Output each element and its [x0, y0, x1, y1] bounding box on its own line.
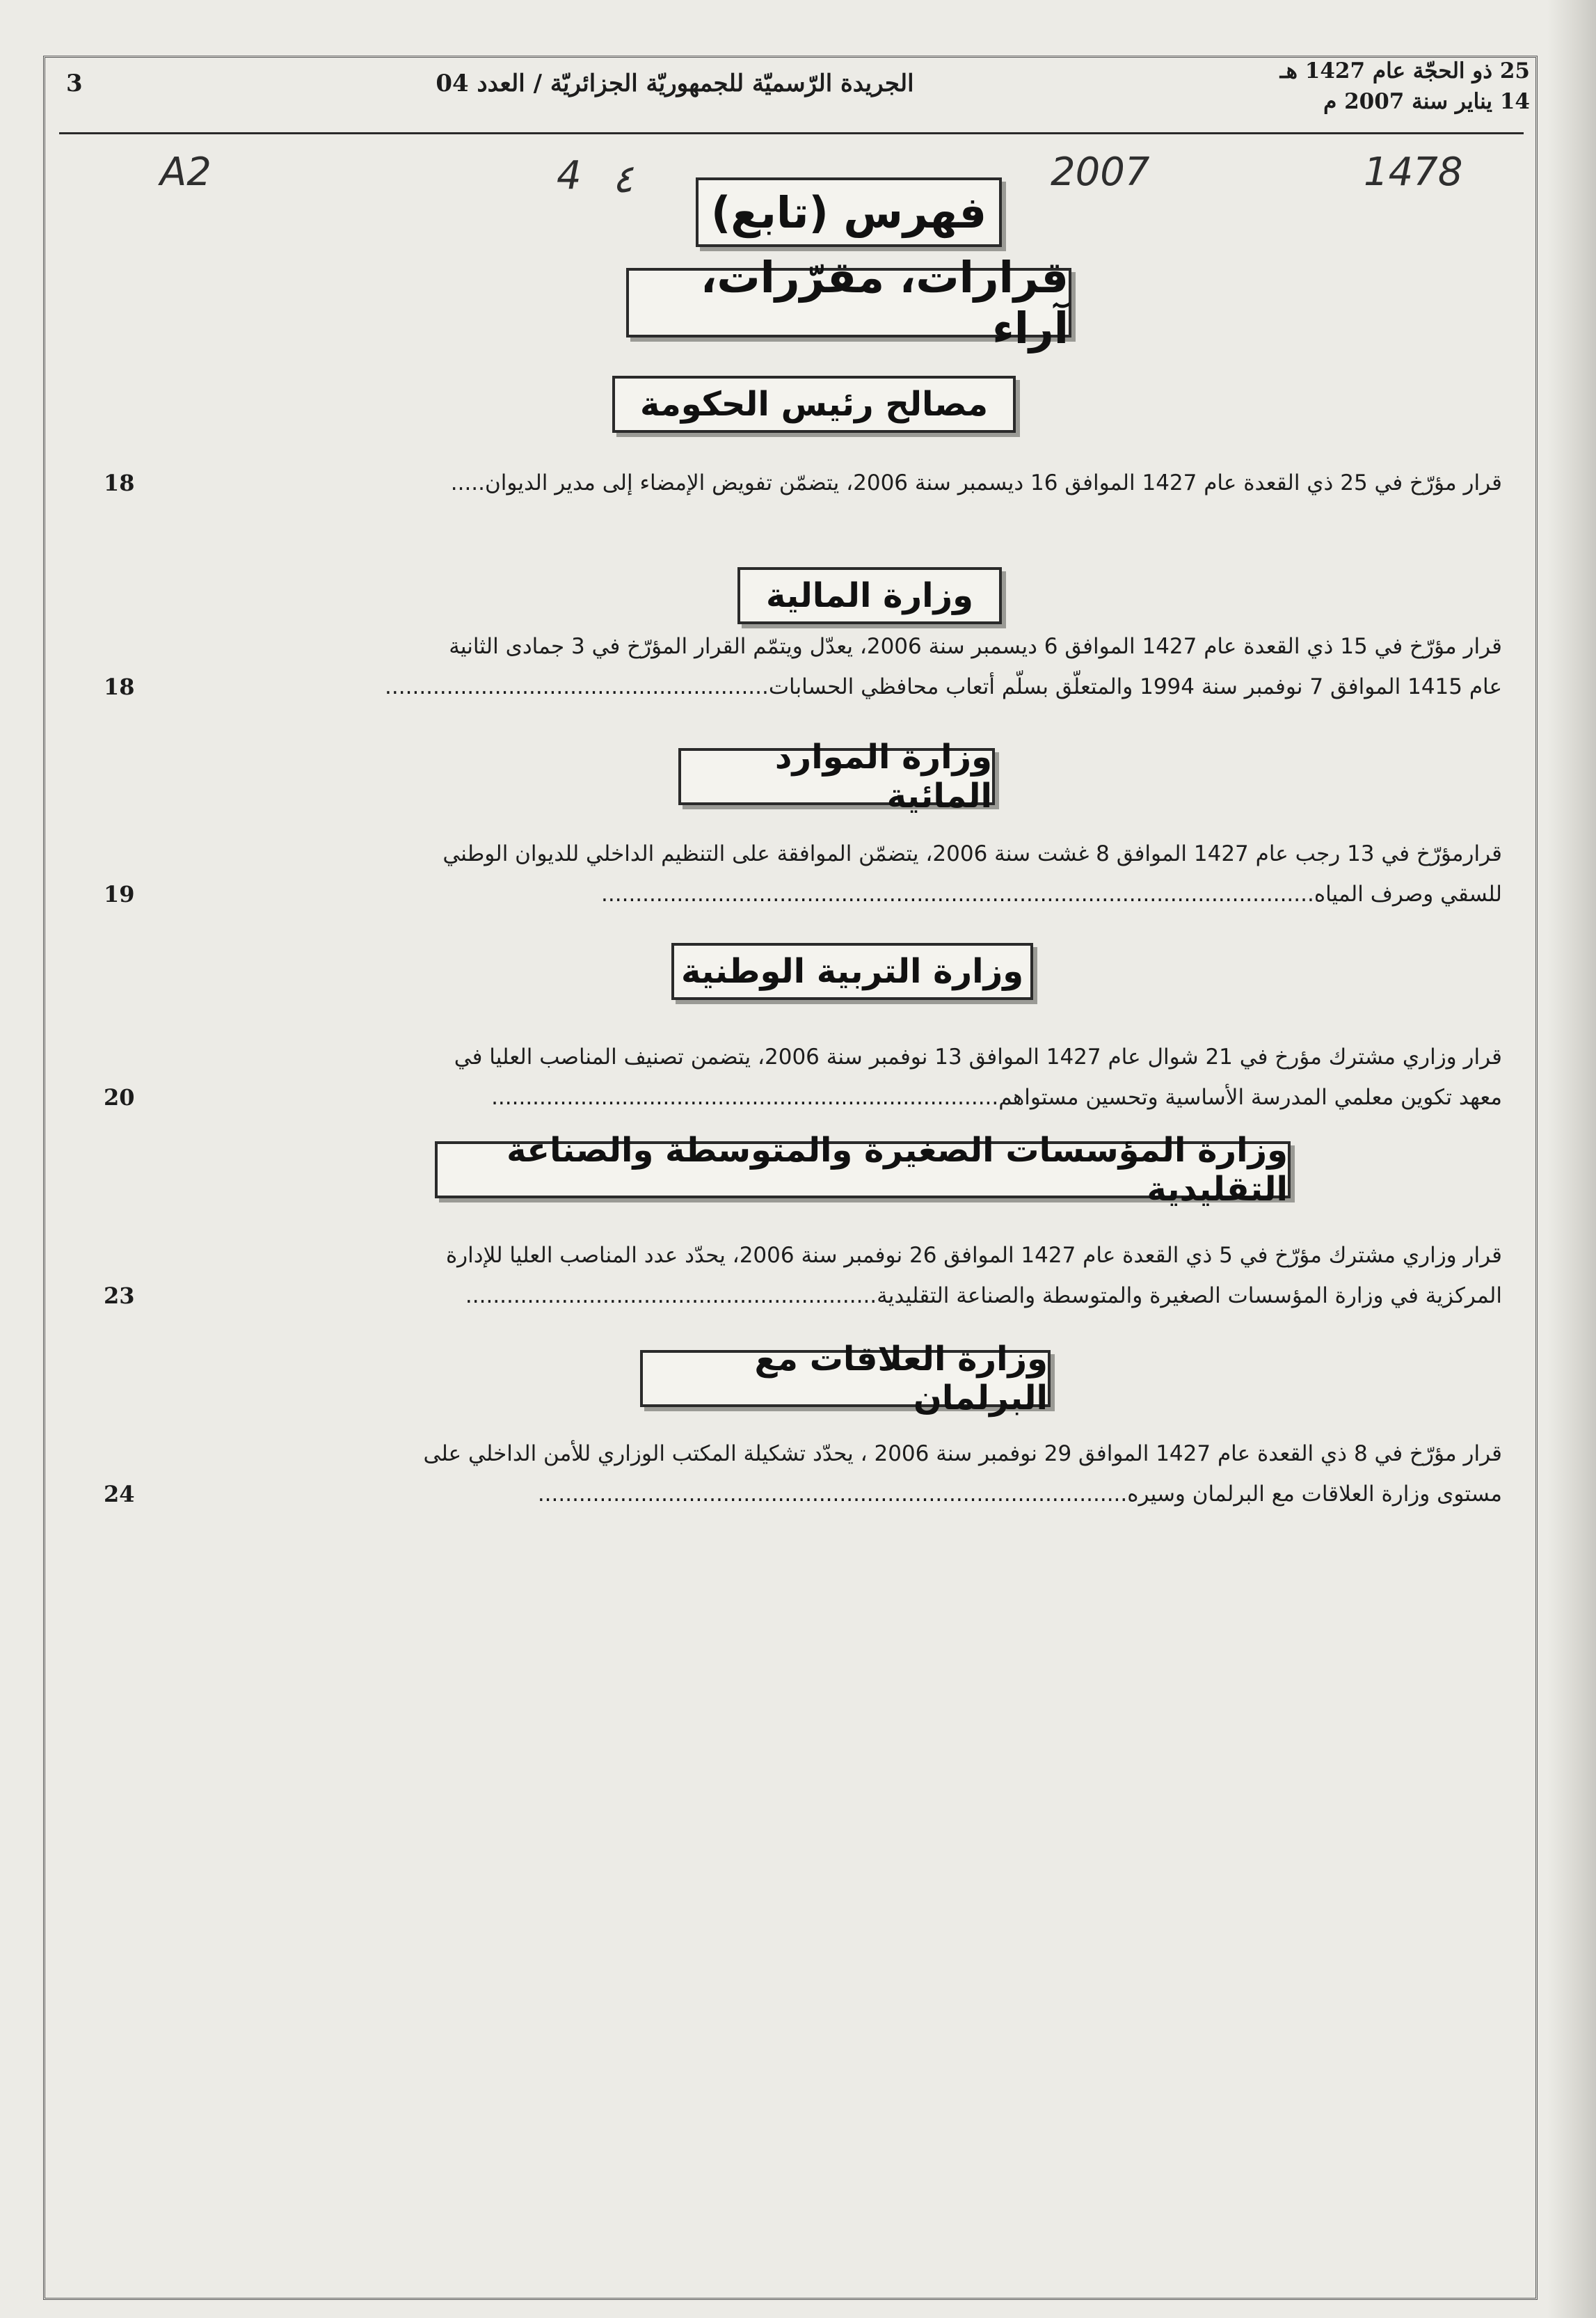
- journal-title: الجريدة الرّسميّة للجمهوريّة الجزائريّة / العدد 04: [436, 70, 914, 97]
- header-rule: [59, 132, 1524, 134]
- entry-4-page: 20: [104, 1084, 135, 1111]
- heading-box-finance: [737, 567, 1002, 624]
- handwritten-note-year: 2007: [1051, 150, 1150, 195]
- entry-4-line-2: معهد تكوين معلمي المدرسة الأساسية وتحسين مستواهم.......................................................................... 20: [104, 1077, 1502, 1118]
- heading-box-sme: [435, 1131, 1291, 1209]
- entry-1-page: 18: [104, 470, 135, 496]
- section-title-box: [626, 252, 1071, 354]
- handwritten-note-mark: 4: [557, 153, 582, 198]
- entry-5-line-2: المركزية في وزارة المؤسسات الصغيرة والمتوسطة والصناعة التقليدية............................................................ 23: [104, 1276, 1502, 1316]
- heading-box-water: [678, 738, 995, 816]
- entry-2-page: 18: [104, 674, 135, 700]
- entry-6-page: 24: [104, 1481, 135, 1507]
- toc-entry-1: [104, 463, 1502, 503]
- entry-6-line-2: مستوى وزارة العلاقات مع البرلمان وسيره...................................................................................... 24: [104, 1474, 1502, 1514]
- page-binding-shadow: [1547, 0, 1596, 2318]
- toc-entry-5: [104, 1235, 1502, 1316]
- toc-entry-2: [104, 626, 1502, 707]
- entry-1-line-1: قرار مؤرّخ في 25 ذي القعدة عام 1427 الموافق 16 ديسمبر سنة 2006، يتضمّن تفويض الإمضاء إلى مدير الديوان..... 18: [104, 463, 1502, 503]
- heading-water: وزارة الموارد المائية: [774, 738, 992, 816]
- heading-box-prime-minister: [612, 376, 1016, 433]
- entry-4-line-1: قرار وزاري مشترك مؤرخ في 21 شوال عام 1427 الموافق 13 نوفمبر سنة 2006، يتضمن تصنيف المناصب العليا في: [454, 1045, 1502, 1070]
- entry-2-line-1: قرار مؤرّخ في 15 ذي القعدة عام 1427 الموافق 6 ديسمبر سنة 2006، يعدّل ويتمّم القرار المؤرّخ في 3 جمادى الثانية: [449, 634, 1502, 659]
- date-hijri: 25 ذو الحجّة عام 1427 هـ: [1279, 58, 1530, 84]
- toc-entry-6: [104, 1434, 1502, 1514]
- entry-6-line-1: قرار مؤرّخ في 8 ذي القعدة عام 1427 الموافق 29 نوفمبر سنة 2006 ، يحدّد تشكيلة المكتب الوزاري للأمن الداخلي على: [423, 1441, 1502, 1466]
- entry-5-page: 23: [104, 1283, 135, 1309]
- page-number: 3: [66, 70, 83, 97]
- heading-box-education: [671, 943, 1033, 1000]
- issue-date: [1280, 56, 1530, 117]
- heading-prime-minister: مصالح رئيس الحكومة: [639, 385, 989, 424]
- toc-title: فهرس (تابع): [710, 186, 987, 238]
- handwritten-note-a2: A2: [160, 150, 212, 195]
- entry-3-page: 19: [104, 881, 135, 907]
- heading-parliament: وزارة العلاقات مع البرلمان: [754, 1340, 1048, 1418]
- heading-box-parliament: [640, 1340, 1051, 1418]
- heading-finance: وزارة المالية: [766, 576, 974, 615]
- toc-title-box: [696, 177, 1002, 247]
- section-title: قرارات، مقرّرات، آراء: [700, 252, 1069, 354]
- entry-3-line-1: قرارمؤرّخ في 13 رجب عام 1427 الموافق 8 غشت سنة 2006، يتضمّن الموافقة على التنظيم الداخلي للديوان الوطني: [442, 841, 1502, 866]
- handwritten-note-mark-2: ٤: [612, 157, 634, 202]
- date-gregorian: 14 يناير سنة 2007 م: [1323, 89, 1530, 114]
- handwritten-note-ref: 1478: [1364, 150, 1463, 195]
- toc-entry-3: [104, 834, 1502, 914]
- entry-3-line-2: للسقي وصرف المياه........................................................................................................ 19: [104, 874, 1502, 914]
- entry-5-line-1: قرار وزاري مشترك مؤرّخ في 5 ذي القعدة عام 1427 الموافق 26 نوفمبر سنة 2006، يحدّد عدد المناصب العليا للإدارة: [445, 1243, 1502, 1268]
- toc-entry-4: [104, 1037, 1502, 1118]
- entry-2-line-2: عام 1415 الموافق 7 نوفمبر سنة 1994 والمتعلّق بسلّم أتعاب محافظي الحسابات........................................................ 18: [104, 667, 1502, 707]
- heading-sme: وزارة المؤسسات الصغيرة والمتوسطة والصناعة التقليدية: [506, 1131, 1288, 1209]
- heading-education: وزارة التربية الوطنية: [680, 952, 1024, 991]
